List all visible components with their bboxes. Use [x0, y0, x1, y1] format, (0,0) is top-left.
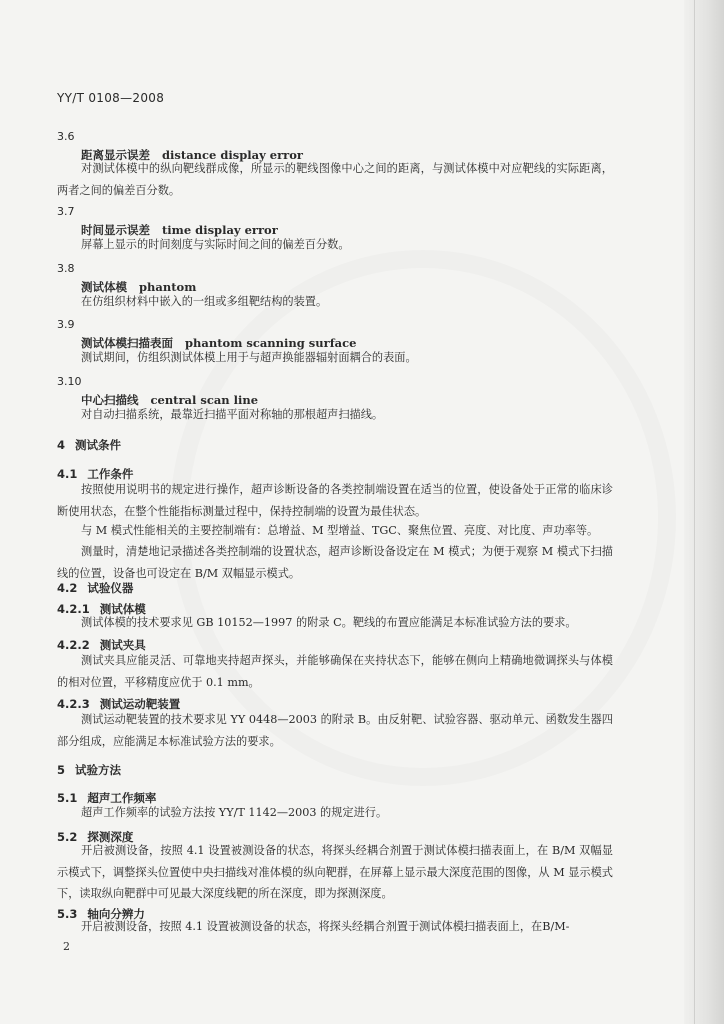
- section-heading: 5 试验方法: [57, 763, 122, 777]
- section-heading: 4.2.1 测试体模: [57, 602, 146, 616]
- section-heading: 4.2 试验仪器: [57, 581, 134, 595]
- term-zh: 时间显示误差: [81, 223, 150, 237]
- paragraph: 测量时，清楚地记录描述各类控制端的设置状态，超声诊断设备设定在 M 模式；为便于观察 M 模式下扫描线的位置，设备也可设定在 B/M 双幅显示模式。: [57, 545, 613, 580]
- term-en: phantom scanning surface: [185, 336, 357, 350]
- term-en: distance display error: [162, 148, 303, 162]
- term-en: phantom: [139, 280, 197, 294]
- paragraph: 与 M 模式性能相关的主要控制端有：总增益、M 型增益、TGC、聚焦位置、亮度、对比度、声功率等。: [81, 524, 599, 537]
- clause-number: 3.6: [57, 130, 75, 143]
- paragraph: 超声工作频率的试验方法按 YY/T 1142—2003 的规定进行。: [81, 806, 388, 819]
- standard-code-header: YY/T 0108—2008: [57, 91, 165, 105]
- paragraph: 测试运动靶装置的技术要求见 YY 0448—2003 的附录 B。由反射靶、试验容器、驱动单元、函数发生器四部分组成，应能满足本标准试验方法的要求。: [57, 713, 613, 748]
- clause-definition: 在仿组织材料中嵌入的一组或多组靶结构的装置。: [81, 295, 328, 308]
- clause-definition: 测试期间，仿组织测试体模上用于与超声换能器辐射面耦合的表面。: [81, 351, 417, 364]
- clause-number: 3.8: [57, 262, 75, 275]
- clause-definition: 对测试体模中的纵向靶线群成像，所显示的靶线图像中心之间的距离，与测试体模中对应靶线的实际距离，两者之间的偏差百分数。: [57, 162, 613, 197]
- term-zh: 中心扫描线: [81, 393, 139, 407]
- section-heading: 4.1 工作条件: [57, 467, 134, 481]
- paragraph: 开启被测设备，按照 4.1 设置被测设备的状态，将探头经耦合剂置于测试体模扫描表面上，在B/M-: [81, 920, 570, 933]
- clause-definition: 屏幕上显示的时间刻度与实际时间之间的偏差百分数。: [81, 238, 350, 251]
- term-en: central scan line: [150, 393, 259, 407]
- section-heading: 4.2.3 测试运动靶装置: [57, 697, 181, 711]
- clause-number: 3.10: [57, 375, 82, 388]
- section-heading: 5.2 探测深度: [57, 830, 134, 844]
- section-heading: 4.2.2 测试夹具: [57, 638, 146, 652]
- paragraph: 按照使用说明书的规定进行操作，超声诊断设备的各类控制端设置在适当的位置，使设备处于正常的临床诊断使用状态，在整个性能指标测量过程中，保持控制端的设置为最佳状态。: [57, 483, 613, 518]
- section-heading: 5.3 轴向分辨力: [57, 907, 145, 921]
- clause-number: 3.7: [57, 205, 75, 218]
- term-zh: 距离显示误差: [81, 148, 150, 162]
- term-zh: 测试体模: [81, 280, 127, 294]
- section-heading: 5.1 超声工作频率: [57, 791, 157, 805]
- page-number: 2: [63, 940, 70, 953]
- paragraph: 开启被测设备，按照 4.1 设置被测设备的状态，将探头经耦合剂置于测试体模扫描表面上，在 B/M 双幅显示模式下，调整探头位置使中央扫描线对准体模的纵向靶群，在屏幕上显示最大深度范围的图像，从 M 显示模式下，读取纵向靶群中可见最大深度线靶的所在深度，即为探测深度。: [57, 844, 613, 900]
- clause-definition: 对自动扫描系统，最靠近扫描平面对称轴的那根超声扫描线。: [81, 408, 384, 421]
- section-heading: 4 测试条件: [57, 438, 122, 452]
- clause-number: 3.9: [57, 318, 75, 331]
- paragraph: 测试夹具应能灵活、可靠地夹持超声探头，并能够确保在夹持状态下，能够在侧向上精确地微调探头与体模的相对位置，平移精度应优于 0.1 mm。: [57, 654, 613, 689]
- paragraph: 测试体模的技术要求见 GB 10152—1997 的附录 C。靶线的布置应能满足本标准试验方法的要求。: [81, 616, 577, 629]
- term-zh: 测试体模扫描表面: [81, 336, 173, 350]
- term-en: time display error: [162, 223, 278, 237]
